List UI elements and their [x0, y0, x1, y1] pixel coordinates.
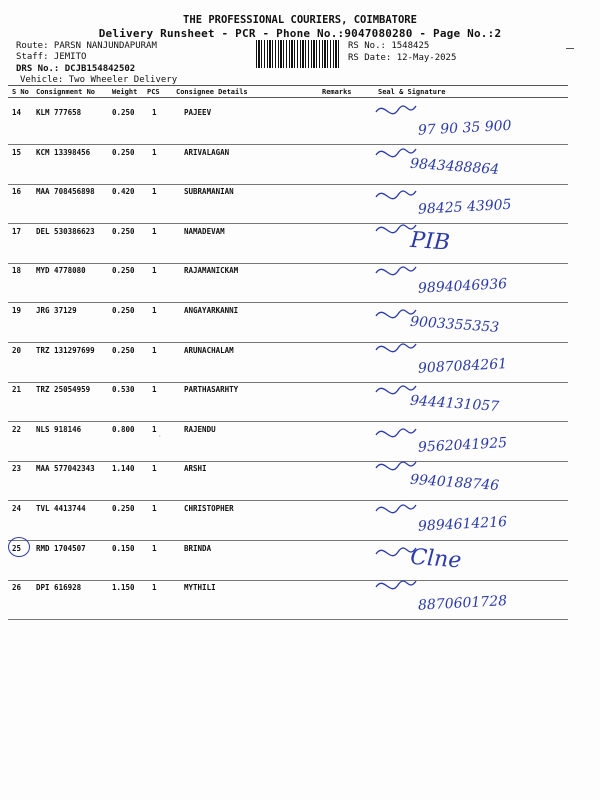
serial-number: 23 — [12, 464, 22, 474]
consignee-name: ARUNACHALAM — [184, 345, 234, 355]
weight-value: 0.530 — [112, 385, 135, 395]
signature-phone-text: 9087084261 — [417, 355, 508, 377]
consignee-name: NAMADEVAM — [184, 226, 225, 236]
pieces-count: 1 — [152, 147, 157, 157]
weight-value: 0.250 — [112, 504, 135, 513]
signature-phone-text: 9843488864 — [409, 155, 500, 178]
consignment-number: MAA 708456898 — [36, 187, 95, 197]
runsheet-subtitle: Delivery Runsheet - PCR - Phone No.:9047080280 - Page No.:2 — [98, 27, 502, 40]
pieces-count: 1 — [152, 504, 157, 513]
serial-number: 15 — [12, 147, 22, 157]
signature-scribble — [376, 106, 416, 114]
col-header-consignment: Consignment No — [36, 88, 96, 96]
rs-date: RS Date: 12-May-2025 — [348, 53, 457, 63]
vehicle-label: Vehicle: Two Wheeler Delivery — [20, 75, 178, 85]
signature-phone-text: 9444131057 — [409, 393, 500, 416]
table-top-rule — [8, 85, 568, 86]
pieces-count: 1 — [152, 385, 157, 395]
consignee-name: MYTHILI — [184, 583, 216, 593]
barcode — [256, 40, 340, 68]
col-header-weight: Weight — [112, 88, 138, 96]
weight-value: 0.250 — [112, 147, 135, 157]
signature-phone-text: 97 90 35 900 — [417, 117, 512, 139]
serial-number: 24 — [12, 504, 22, 513]
pieces-count: 1 — [152, 345, 157, 355]
signature-phone-text: PIB — [409, 227, 451, 256]
col-header-pcs: PCS — [147, 88, 160, 96]
weight-value: 0.250 — [112, 108, 135, 117]
signature-phone-text: Clne — [409, 544, 463, 573]
signature-scribble — [376, 581, 416, 589]
pieces-count: 1 — [152, 266, 157, 276]
consignee-name: RAJENDU — [184, 424, 216, 434]
consignment-number: MYD 4778080 — [36, 266, 86, 276]
consignment-number: TRZ 131297699 — [36, 345, 95, 355]
consignment-number: KLM 777658 — [36, 108, 82, 117]
signature-scribble — [376, 344, 416, 352]
serial-number: 21 — [12, 385, 22, 395]
consignee-name: ANGAYARKANNI — [184, 306, 239, 315]
route-label: Route: PARSN NANJUNDAPURAM — [16, 41, 157, 51]
serial-number: 14 — [12, 108, 22, 117]
weight-value: 0.150 — [112, 543, 135, 553]
consignee-name: PAJEEV — [184, 108, 212, 117]
weight-value: 0.250 — [112, 266, 135, 276]
signature-phone-text: 8870601728 — [417, 593, 508, 614]
weight-value: 1.140 — [112, 464, 135, 474]
consignee-name: RAJAMANICKAM — [184, 266, 239, 276]
consignment-number: KCM 13398456 — [36, 147, 91, 157]
serial-number: 25 — [12, 543, 22, 553]
staff-label: Staff: JEMITO — [16, 52, 87, 62]
consignment-number: DPI 616928 — [36, 583, 82, 593]
signature-phone-text: 9562041925 — [417, 434, 508, 456]
pieces-count: 1 — [152, 583, 157, 593]
serial-number: 26 — [12, 583, 22, 593]
weight-value: 0.800 — [112, 424, 135, 434]
consignment-number: TVL 4413744 — [36, 504, 86, 513]
margin-mark — [566, 48, 574, 49]
pieces-count: 1 — [152, 226, 157, 236]
col-header-seal: Seal & Signature — [378, 88, 446, 96]
signature-phone-text: 9894046936 — [417, 276, 508, 298]
col-header-consignee: Consignee Details — [176, 88, 248, 96]
weight-value: 0.250 — [112, 226, 135, 236]
signature-phone-text: 9894614216 — [417, 514, 508, 535]
pieces-count: 1 — [152, 108, 157, 117]
consignment-number: MAA 577042343 — [36, 464, 95, 474]
consignment-number: TRZ 25054959 — [36, 385, 91, 395]
consignee-name: BRINDA — [184, 543, 212, 553]
weight-value: 0.420 — [112, 187, 135, 197]
serial-number: 16 — [12, 187, 22, 197]
signature-scribble — [376, 267, 416, 275]
stray-mark: · — [158, 432, 162, 440]
col-header-remarks: Remarks — [322, 88, 352, 96]
consignment-number: DEL 530386623 — [36, 226, 95, 236]
handwritten-signature — [370, 573, 570, 623]
consignee-name: ARIVALAGAN — [184, 147, 230, 157]
drs-number: DRS No.: DCJB154842502 — [16, 64, 136, 74]
table-row — [8, 579, 568, 620]
pieces-count: 1 — [152, 543, 157, 553]
pieces-count: 1 — [152, 464, 157, 474]
rs-number: RS No.: 1548425 — [348, 41, 430, 51]
handwritten-circle-mark — [8, 537, 30, 557]
company-title: THE PROFESSIONAL COURIERS, COIMBATORE — [183, 14, 417, 26]
pieces-count: 1 — [152, 424, 157, 434]
consignee-name: CHRISTOPHER — [184, 504, 234, 513]
consignment-number: NLS 918146 — [36, 424, 82, 434]
pieces-count: 1 — [152, 187, 157, 197]
consignment-number: RMD 1704507 — [36, 543, 86, 553]
consignment-number: JRG 37129 — [36, 306, 77, 315]
col-header-sno: S No — [12, 88, 29, 96]
signature-phone-text: 9003355353 — [409, 313, 500, 337]
consignee-name: PARTHASARHTY — [184, 385, 239, 395]
signature-scribble — [376, 505, 416, 513]
signature-scribble — [376, 462, 416, 470]
signature-scribble — [376, 191, 416, 199]
serial-number: 22 — [12, 424, 22, 434]
serial-number: 19 — [12, 306, 22, 315]
consignee-name: SUBRAMANIAN — [184, 187, 234, 197]
weight-value: 1.150 — [112, 583, 135, 593]
serial-number: 18 — [12, 266, 22, 276]
weight-value: 0.250 — [112, 306, 135, 315]
signature-scribble — [376, 429, 416, 437]
serial-number: 20 — [12, 345, 22, 355]
serial-number: 17 — [12, 226, 22, 236]
consignee-name: ARSHI — [184, 464, 207, 474]
pieces-count: 1 — [152, 306, 157, 315]
signature-phone-text: 9940188746 — [409, 472, 500, 495]
weight-value: 0.250 — [112, 345, 135, 355]
signature-phone-text: 98425 43905 — [417, 197, 512, 218]
